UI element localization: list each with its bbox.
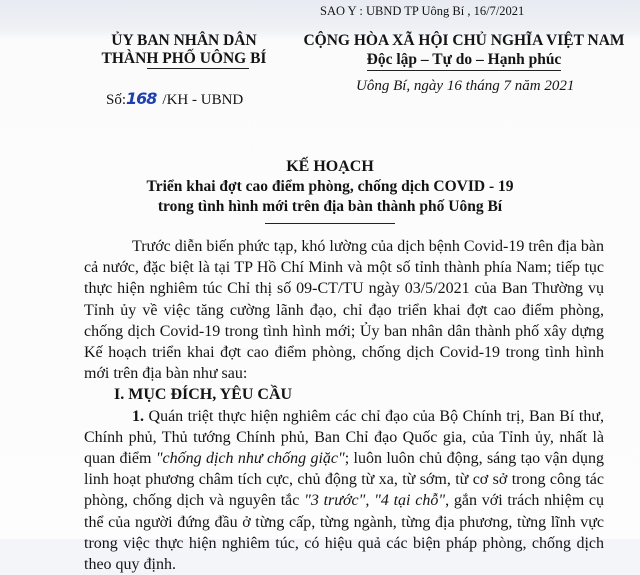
title-underline (265, 223, 395, 224)
copy-stamp: SAO Y : UBND TP Uông Bí , 16/7/2021 (320, 4, 525, 18)
nation-name: CỘNG HÒA XÃ HỘI CHỦ NGHĨA VIỆT NAM (303, 32, 625, 49)
document-type: KẾ HOẠCH (286, 158, 374, 175)
issuing-authority (84, 32, 284, 69)
doc-number-prefix: Số: (106, 92, 127, 108)
quote-text: "3 trước", "4 tại chỗ" (304, 492, 446, 510)
item-text: , gắn với trách nhiệm cụ thể của người đứng đầu ở từng cấp, từng ngành, từng địa phương, từng lĩnh vực trong việc thực hiện nghiêm túc, có hiệu quả các biện pháp phòng, chống dịch theo quy định. (84, 492, 605, 574)
document-body (84, 236, 604, 575)
authority-line-1: ỦY BAN NHÂN DÂN (111, 32, 257, 49)
doc-number-suffix: /KH - UBND (162, 92, 244, 108)
document-number (106, 89, 243, 109)
item-text: Quán triệt thực hiện nghiêm các chỉ đạo của Bộ Chính trị, Ban Bí thư, Chính phủ, Thủ tướng Chính phủ, Ban Chỉ đạo Quốc gia, của Tỉnh ủy, nhất là quan điểm (84, 407, 604, 468)
national-motto: Độc lập – Tự do – Hạnh phúc (367, 50, 562, 71)
title-line-2: trong tình hình mới trên địa bàn thành phố Uông Bí (157, 198, 503, 215)
item-number: 1. (132, 407, 144, 425)
place-and-date: Uông Bí, ngày 16 tháng 7 năm 2021 (356, 78, 575, 94)
authority-line-2: THÀNH PHỐ UÔNG BÍ (101, 50, 267, 67)
doc-number-handwritten: 168 (126, 89, 157, 108)
item-1-paragraph (84, 406, 604, 575)
document-title (60, 157, 600, 224)
title-line-1: Triển khai đợt cao điểm phòng, chống dịch COVID - 19 (146, 178, 514, 195)
intro-paragraph: Trước diễn biến phức tạp, khó lường của dịch bệnh Covid-19 trên địa bàn cả nước, đặc biệt là tại TP Hồ Chí Minh và một số tỉnh thành phía Nam; tiếp tục thực hiện nghiêm túc Chỉ thị số 09-CT/TU ngày 03/5/2021 của Ban Thường vụ Tỉnh ủy về việc tăng cường lãnh đạo, chỉ đạo triển khai đợt cao điểm phòng, chống dịch Covid-19 trong tình hình mới; Ủy ban nhân dân thành phố xây dựng Kế hoạch triển khai đợt cao điểm phòng, chống dịch Covid-19 trong tình hình mới trên địa bàn như sau: (84, 238, 604, 383)
section-heading: I. MỤC ĐÍCH, YÊU CẦU (114, 386, 293, 404)
quote-text: "chống dịch như chống giặc" (155, 450, 345, 468)
item-text: ; luôn luôn chủ động, sáng tạo vận dụng linh hoạt phương châm tích cực, chủ động từ xa, từ sớm, từ cơ sở trong công tác phòng, chống dịch và nguyên tắc (84, 450, 604, 510)
national-header (298, 31, 630, 71)
authority-underline (147, 68, 249, 69)
